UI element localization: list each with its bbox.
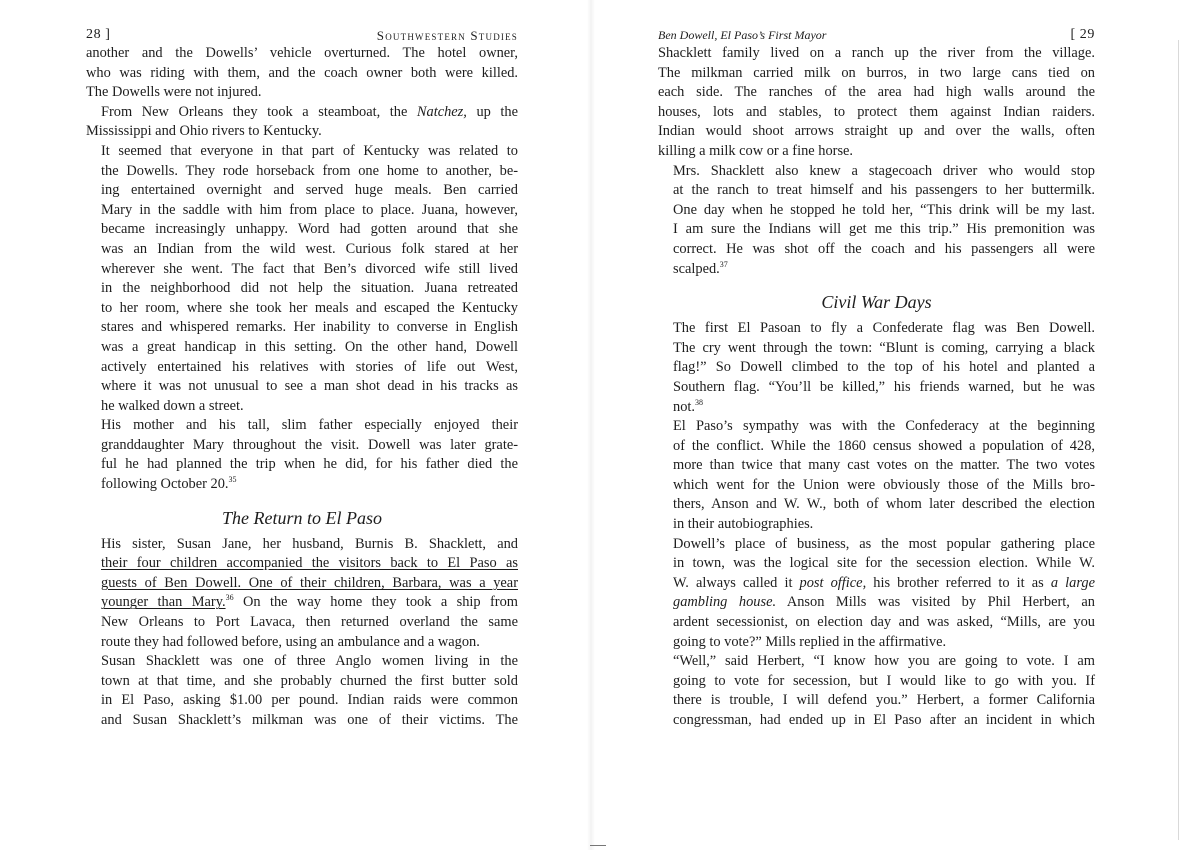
italic-run: a large <box>1050 574 1095 591</box>
paragraph <box>658 417 1095 535</box>
footnote-ref: 35 <box>228 475 237 485</box>
left-page-header <box>86 22 518 44</box>
text-line: congressman, had ended up in El Paso after an incident in which <box>673 712 1095 728</box>
paragraph <box>86 44 518 103</box>
right-page-header <box>658 22 1095 44</box>
text-line: Susan Shacklett was one of three Anglo women living in the <box>101 653 518 670</box>
text-line: Mrs. Shacklett also knew a stagecoach driver who would stop <box>673 162 1095 179</box>
text-line: Dowell’s place of business, as the most popular gathering place <box>673 535 1095 552</box>
footnote-ref: 38 <box>695 397 703 407</box>
text-line: in the neighborhood did not help the situation. Juana retreated <box>101 280 518 297</box>
text-run: up the <box>466 103 518 120</box>
paragraph <box>86 652 518 730</box>
text-run: scalped. <box>673 260 720 277</box>
text-run: younger than Mary. <box>101 594 226 611</box>
text-line: in town, was the logical site for the secession election. While W. <box>673 555 1095 572</box>
text-line: was an Indian from the wild west. Curious folk stared at her <box>101 240 518 257</box>
left-page-body <box>86 44 518 731</box>
left-page-number: 28 ] <box>86 27 111 42</box>
text-line: killing a milk cow or a fine horse. <box>658 142 854 159</box>
text-line: ardent secessionist, on election day and was asked, “Mills, are you <box>673 614 1095 631</box>
text-line: route they had followed before, using an ambulance and a wagon. <box>101 633 480 650</box>
section-heading: The Return to El Paso <box>222 507 382 528</box>
page-edge <box>1178 40 1179 840</box>
text-line: in their autobiographies. <box>673 516 814 533</box>
text-line: Shacklett family lived on a ranch up the river from the village. <box>658 45 1095 61</box>
text-line: Mary in the saddle with him from place to place. Juana, however, <box>101 201 518 218</box>
text-line: flag!” So Dowell climbed to the top of his hotel and planted a <box>673 359 1095 376</box>
text-line: The milkman carried milk on burros, in two large cans tied on <box>658 64 1095 81</box>
footnote-ref: 37 <box>719 259 728 269</box>
text-line: to her room, where she took her meals and escaped the Kentucky <box>101 299 518 316</box>
text-line <box>658 574 1095 594</box>
text-line: each side. The ranches of the area had high walls around the <box>658 84 1095 101</box>
text-line: The first El Pasoan to fly a Confederate flag was Ben Dowell. <box>673 320 1095 337</box>
paragraph <box>86 103 518 142</box>
text-line: correct. He was shot off the coach and his passengers all were <box>673 240 1095 257</box>
text-line: and Susan Shacklett’s milkman was one of their victims. The <box>101 712 518 728</box>
text-line: more than twice that many cast votes on the matter. The two votes <box>673 457 1095 474</box>
text-run: W. always called it <box>673 574 800 591</box>
text-line: stares and whispered remarks. Her inability to converse in English <box>101 319 518 336</box>
text-line: thers, Anson and W. W., both of whom later described the election <box>673 496 1095 513</box>
right-page-number: [ 29 <box>1070 27 1095 42</box>
text-line: in El Paso, asking $1.00 per pound. Indian raids were common <box>101 692 518 709</box>
bottom-mark <box>590 845 606 846</box>
section-heading: Civil War Days <box>821 292 932 313</box>
right-page <box>658 22 1095 731</box>
text-line: ing entertained overnight and served huge meals. Ben carried <box>101 182 518 199</box>
text-line: wherever she went. The fact that Ben’s divorced wife still lived <box>101 260 518 277</box>
text-line <box>658 260 1095 280</box>
text-line: town at that time, and she probably churned the first butter sold <box>101 672 518 689</box>
text-line: Indian would shoot arrows straight up and over the walls, often <box>658 123 1095 140</box>
text-line: who was riding with them, and the coach owner both were killed. <box>86 64 518 81</box>
paragraph <box>658 652 1095 730</box>
text-line: “Well,” said Herbert, “I know how you are going to vote. I am <box>673 653 1095 670</box>
right-page-body <box>658 44 1095 731</box>
paragraph <box>658 535 1095 653</box>
text-line: ful he had planned the trip when he did, for his father died the <box>101 456 518 473</box>
text-line: of the conflict. While the 1860 census showed a population of 428, <box>673 437 1095 454</box>
underlined-text-line: their four children accompanied the visitors back to El Paso as <box>101 555 518 572</box>
text-line: became increasingly unhappy. Word had gotten around that she <box>101 221 518 238</box>
text-run: Anson Mills was visited by Phil Herbert, an <box>776 594 1095 611</box>
text-line <box>658 398 1095 418</box>
paragraph <box>86 535 518 653</box>
text-line: The Dowells were not injured. <box>86 84 262 101</box>
text-line: It seemed that everyone in that part of Kentucky was related to <box>101 142 518 159</box>
text-line: Southern flag. “You’ll be killed,” his friends warned, but he was <box>673 378 1095 395</box>
text-run: his brother referred to it as <box>866 574 1051 591</box>
text-line: His mother and his tall, slim father especially enjoyed their <box>101 417 518 434</box>
text-line <box>658 593 1095 613</box>
text-line: The cry went through the town: “Blunt is coming, carrying a black <box>673 339 1095 356</box>
italic-run: gambling house. <box>673 594 777 611</box>
text-line: the Dowells. They rode horseback from one home to another, be- <box>101 162 518 179</box>
left-running-head: Southwestern Studies <box>376 28 518 43</box>
text-line <box>86 103 518 123</box>
text-line: going to vote for secession, but I would like to go with you. If <box>673 672 1095 689</box>
text-line: El Paso’s sympathy was with the Confederacy at the beginning <box>673 418 1095 435</box>
text-line <box>86 475 518 495</box>
text-line: houses, lots and stables, to protect them against Indian raiders. <box>658 103 1095 120</box>
text-run: following October 20. <box>101 476 229 493</box>
text-run: not. <box>673 398 695 415</box>
ship-name: Natchez, <box>416 103 467 120</box>
text-line: where it was not unusual to see a man shot dead in his tracks as <box>101 378 518 395</box>
underlined-text-line: guests of Ben Dowell. One of their children, Barbara, was a year <box>101 574 518 591</box>
text-line: there is trouble, I will defend you.” Herbert, a former California <box>673 692 1095 709</box>
text-line: I am sure the Indians will get me this trip.” His premonition was <box>673 221 1095 238</box>
text-line: was a great handicap in this setting. On the other hand, Dowell <box>101 338 518 355</box>
text-run: On the way home they took a ship from <box>233 594 518 611</box>
text-line: One day when he stopped he told her, “This drink will be my last. <box>673 201 1095 218</box>
text-line: another and the Dowells’ vehicle overturned. The hotel owner, <box>86 45 518 61</box>
text-line: granddaughter Mary throughout the visit. Dowell was later grate- <box>101 436 518 453</box>
text-line: actively entertained his relatives with stories of life out West, <box>101 358 518 375</box>
book-gutter <box>587 0 595 850</box>
footnote-ref: 36 <box>225 593 234 603</box>
text-line: at the ranch to treat himself and his passengers to her buttermilk. <box>673 182 1095 199</box>
right-running-head: Ben Dowell, El Paso’s First Mayor <box>658 28 827 42</box>
text-line: going to vote?” Mills replied in the affirmative. <box>673 633 947 650</box>
text-line: he walked down a street. <box>101 397 244 414</box>
text-line: His sister, Susan Jane, her husband, Burnis B. Shacklett, and <box>101 535 518 552</box>
paragraph <box>86 142 518 416</box>
paragraph <box>658 162 1095 280</box>
left-page <box>86 22 518 731</box>
text-line: New Orleans to Port Lavaca, then returned overland the same <box>101 614 518 631</box>
text-line: Mississippi and Ohio rivers to Kentucky. <box>86 123 322 140</box>
italic-run: post office, <box>799 574 867 591</box>
text-line <box>86 593 518 613</box>
text-run: From New Orleans they took a steamboat, the <box>101 103 417 120</box>
paragraph <box>86 416 518 494</box>
text-line: which went for the Union were obviously those of the Mills bro- <box>673 476 1095 493</box>
paragraph <box>658 319 1095 417</box>
paragraph <box>658 44 1095 162</box>
